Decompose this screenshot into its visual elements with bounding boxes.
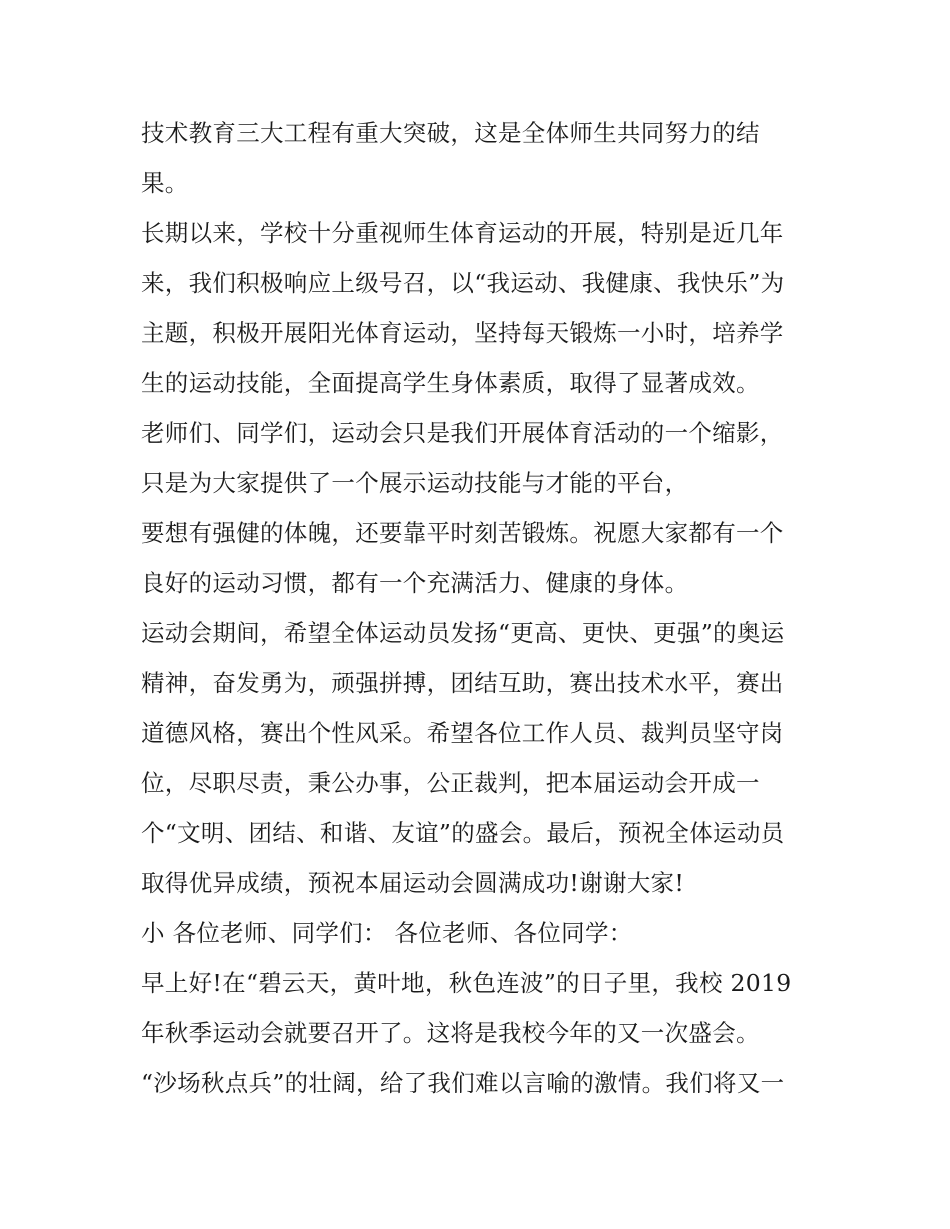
text-line: 运动会期间，希望全体运动员发扬“更高、更快、更强”的奥运	[141, 619, 785, 647]
text-line: 果。	[141, 169, 189, 197]
text-line: 小 各位老师、同学们： 各位老师、各位同学：	[141, 919, 633, 947]
text-line: 精神，奋发勇为，顽强拼搏，团结互助，赛出技术水平，赛出	[141, 669, 784, 697]
text-line: 技术教育三大工程有重大突破，这是全体师生共同努力的结	[141, 119, 760, 147]
text-line: 要想有强健的体魄，还要靠平时刻苦锻炼。祝愿大家都有一个	[141, 519, 784, 547]
text-line: 主题，积极开展阳光体育运动，坚持每天锻炼一小时，培养学	[141, 319, 784, 347]
text-line: 位，尽职尽责，秉公办事，公正裁判，把本届运动会开成一	[141, 769, 760, 797]
text-line: 良好的运动习惯，都有一个充满活力、健康的身体。	[141, 569, 689, 597]
text-line: 老师们、同学们，运动会只是我们开展体育活动的一个缩影，	[141, 419, 784, 447]
text-line: 长期以来，学校十分重视师生体育运动的开展，特别是近几年	[141, 219, 784, 247]
text-line: 早上好!在“碧云天，黄叶地，秋色连波”的日子里，我校 2019	[141, 969, 792, 997]
text-line: 个“文明、团结、和谐、友谊”的盛会。最后，预祝全体运动员	[141, 819, 785, 847]
text-line: 只是为大家提供了一个展示运动技能与才能的平台，	[141, 469, 689, 497]
text-line: “沙场秋点兵”的壮阔，给了我们难以言喻的激情。我们将又一	[141, 1069, 785, 1097]
text-line: 道德风格，赛出个性风采。希望各位工作人员、裁判员坚守岗	[141, 719, 784, 747]
text-line: 生的运动技能，全面提高学生身体素质，取得了显著成效。	[141, 369, 760, 397]
text-line: 来，我们积极响应上级号召，以“我运动、我健康、我快乐”为	[141, 269, 785, 297]
body-text	[141, 108, 821, 1108]
text-line: 取得优异成绩，预祝本届运动会圆满成功!谢谢大家!	[141, 869, 685, 897]
text-line: 年秋季运动会就要召开了。这将是我校今年的又一次盛会。	[141, 1019, 760, 1047]
